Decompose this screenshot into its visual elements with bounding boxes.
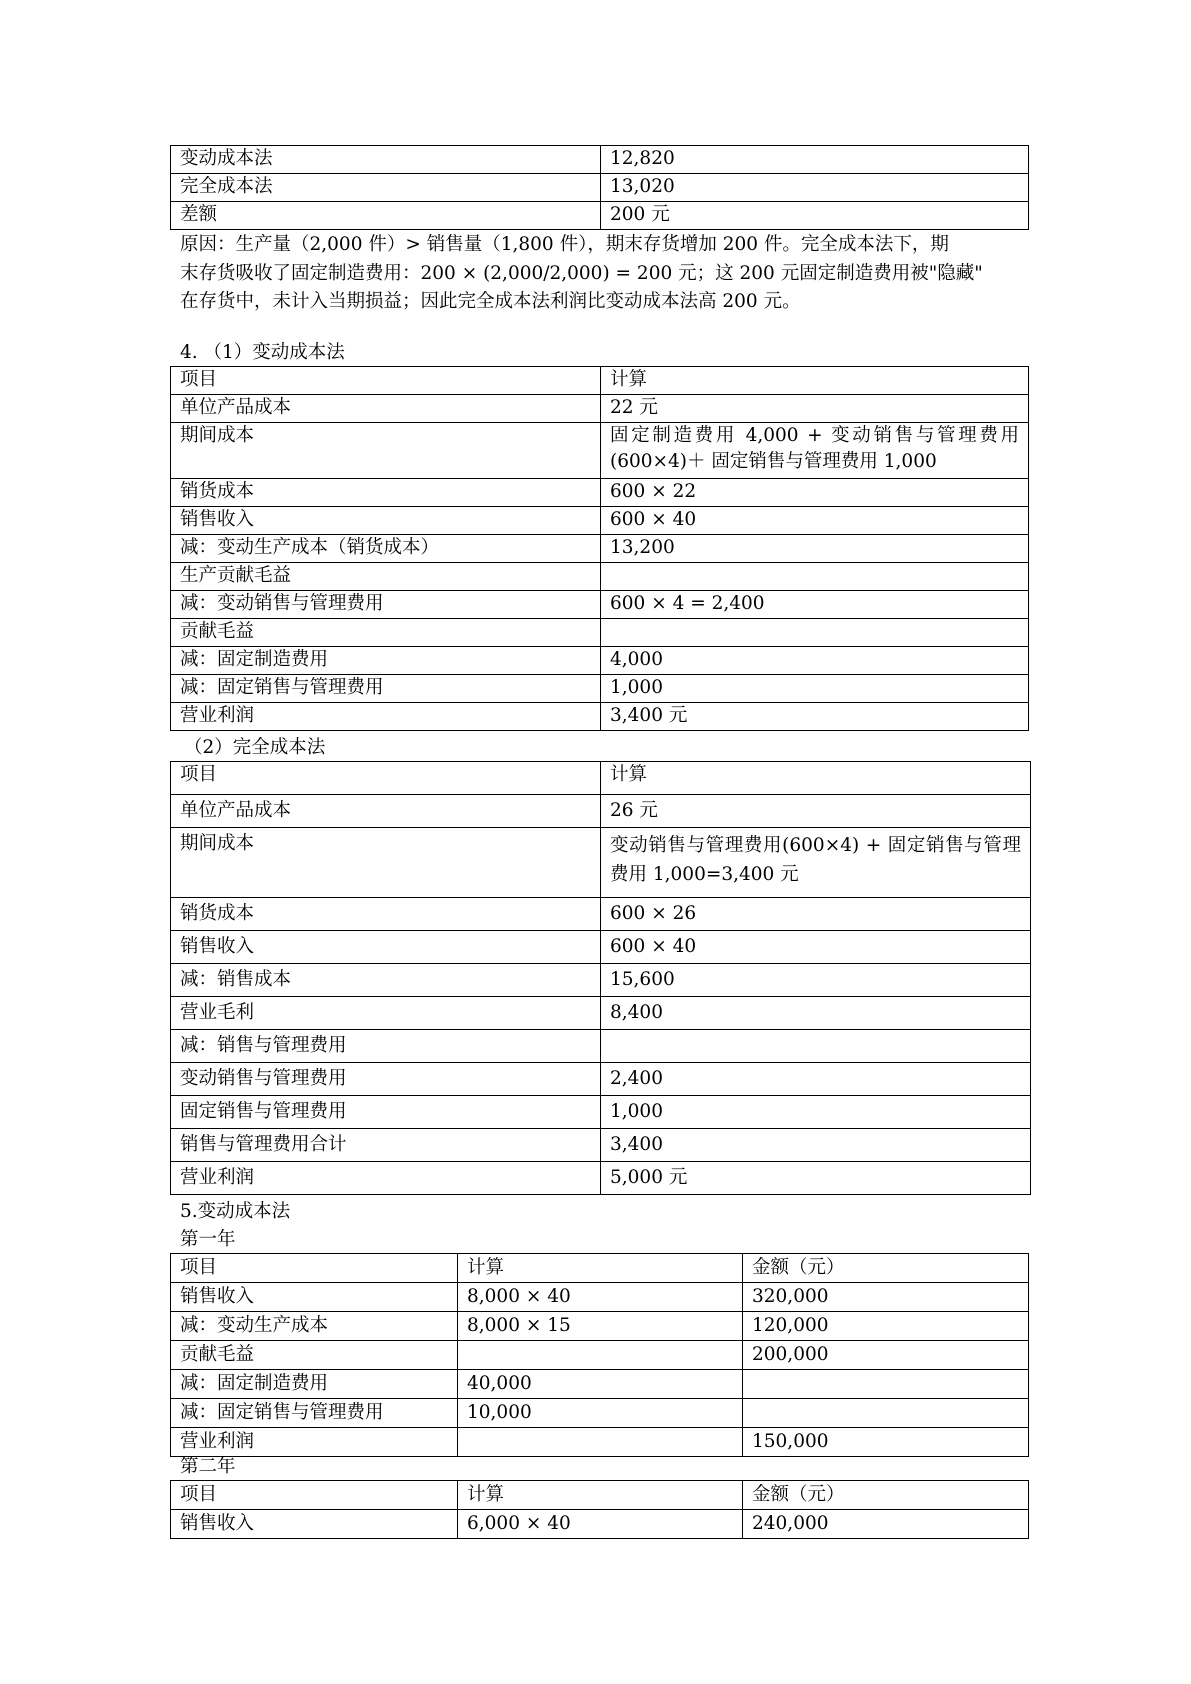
table-cell: 4,000 [601,647,1029,675]
table-cell: 贡献毛益 [171,1341,458,1370]
table-cell: 减：固定制造费用 [171,647,601,675]
table-cell: 150,000 [743,1428,1029,1457]
table-row [171,174,1029,202]
table-row [171,1428,1029,1457]
table-cell [458,1428,743,1457]
table-cell: 项目 [171,1254,458,1283]
table-cell: 变动销售与管理费用 [171,1063,601,1096]
table-cell [601,619,1029,647]
table-row [171,1312,1029,1341]
table-row [171,1283,1029,1312]
table-cell: 期间成本 [171,423,601,479]
table-cell: 计算 [601,762,1031,795]
table-cell: 减：固定销售与管理费用 [171,675,601,703]
table-cell: 计算 [458,1254,743,1283]
table-cell: 5,000 元 [601,1162,1031,1195]
table-cell: 销售收入 [171,1510,458,1539]
table-cell: 13,200 [601,535,1029,563]
table-cell: 15,600 [601,964,1031,997]
table-row [171,997,1031,1030]
table-cell: 减：销售成本 [171,964,601,997]
year1-label: 第一年 [180,1229,236,1250]
table-row [171,507,1029,535]
table-cell: 3,400 元 [601,703,1029,731]
table-cell: 2,400 [601,1063,1031,1096]
table-cell: 项目 [171,762,601,795]
table-cell: 销货成本 [171,898,601,931]
table-cell: 26 元 [601,795,1031,828]
table-cell: 减：变动销售与管理费用 [171,591,601,619]
table-cell: 6,000 × 40 [458,1510,743,1539]
table-cell: 固定销售与管理费用 [171,1096,601,1129]
table-cell: 40,000 [458,1370,743,1399]
year2-variable-costing-table [170,1480,1029,1539]
table-cell: 变动销售与管理费用(600×4) + 固定销售与管理费用 1,000=3,400 元 [601,828,1031,898]
table-row [171,1129,1031,1162]
q5-heading: 5.变动成本法 [180,1201,291,1222]
table-row [171,1162,1031,1195]
table-cell: 减：变动生产成本 [171,1312,458,1341]
table-row [171,367,1029,395]
table-cell: 22 元 [601,395,1029,423]
table-cell: 营业毛利 [171,997,601,1030]
absorption-heading: （2）完全成本法 [184,737,326,758]
table-row [171,1063,1031,1096]
table-row [171,1481,1029,1510]
table-row [171,395,1029,423]
year2-label: 第二年 [180,1456,236,1477]
table-row [171,703,1029,731]
table-cell: 生产贡献毛益 [171,563,601,591]
table-cell: 单位产品成本 [171,795,601,828]
table-row [171,479,1029,507]
table-cell: 金额（元） [743,1254,1029,1283]
table-cell: 计算 [458,1481,743,1510]
table-cell [458,1341,743,1370]
table-row [171,675,1029,703]
table-cell: 减：变动生产成本（销货成本） [171,535,601,563]
year1-variable-costing-table [170,1253,1029,1457]
table-row [171,1030,1031,1063]
table-cell: 减：固定制造费用 [171,1370,458,1399]
table-cell: 减：销售与管理费用 [171,1030,601,1063]
table-cell: 计算 [601,367,1029,395]
reason-line: 末存货吸收了固定制造费用：200 × (2,000/2,000) = 200 元；这 200 元固定制造费用被"隐藏" [180,262,983,284]
table-cell: 期间成本 [171,828,601,898]
reason-line: 原因：生产量（2,000 件）> 销售量（1,800 件），期末存货增加 200 件。完全成本法下，期 [180,234,949,255]
table-row [171,563,1029,591]
table-row [171,423,1029,479]
table-cell: 120,000 [743,1312,1029,1341]
table-row [171,619,1029,647]
table-row [171,1096,1031,1129]
table-cell [601,1030,1031,1063]
table-row [171,1254,1029,1283]
table-cell: 变动成本法 [171,146,601,174]
table-cell: 销售收入 [171,507,601,535]
table-cell [601,563,1029,591]
table-cell: 贡献毛益 [171,619,601,647]
table-row [171,1341,1029,1370]
table-row [171,647,1029,675]
table-cell: 240,000 [743,1510,1029,1539]
table-cell [743,1370,1029,1399]
table-cell: 600 × 40 [601,931,1031,964]
table-row [171,931,1031,964]
reason-paragraph [180,231,1025,317]
table-cell: 12,820 [601,146,1029,174]
table-cell: 减：固定销售与管理费用 [171,1399,458,1428]
table-row [171,762,1031,795]
table-cell: 单位产品成本 [171,395,601,423]
table-cell: 销售收入 [171,931,601,964]
table-row [171,591,1029,619]
table-cell: 600 × 26 [601,898,1031,931]
table-cell: 营业利润 [171,1428,458,1457]
table-cell: 1,000 [601,1096,1031,1129]
table-row [171,202,1029,230]
absorption-costing-table [170,761,1031,1195]
table-cell: 销售与管理费用合计 [171,1129,601,1162]
table-row [171,1399,1029,1428]
table-cell: 销货成本 [171,479,601,507]
table-cell: 完全成本法 [171,174,601,202]
table-row [171,898,1031,931]
table-cell [743,1399,1029,1428]
table-cell: 200,000 [743,1341,1029,1370]
table-row [171,795,1031,828]
table-cell: 固定制造费用 4,000 + 变动销售与管理费用 (600×4)＋ 固定销售与管理费用 1,000 [601,423,1029,479]
table-cell: 10,000 [458,1399,743,1428]
table-cell: 营业利润 [171,703,601,731]
table-cell: 200 元 [601,202,1029,230]
table-row [171,828,1031,898]
reason-line: 在存货中，未计入当期损益；因此完全成本法利润比变动成本法高 200 元。 [180,291,801,312]
table-cell: 金额（元） [743,1481,1029,1510]
table-cell: 600 × 4 = 2,400 [601,591,1029,619]
table-row [171,535,1029,563]
table-cell: 8,000 × 40 [458,1283,743,1312]
table-cell: 320,000 [743,1283,1029,1312]
table-row [171,1370,1029,1399]
table-cell: 600 × 40 [601,507,1029,535]
variable-costing-table [170,366,1029,731]
table-row [171,146,1029,174]
profit-difference-table [170,145,1029,230]
q4-heading: 4. （1）变动成本法 [180,342,345,363]
table-cell: 8,000 × 15 [458,1312,743,1341]
table-cell: 差额 [171,202,601,230]
table-cell: 600 × 22 [601,479,1029,507]
table-row [171,1510,1029,1539]
table-cell: 1,000 [601,675,1029,703]
table-cell: 营业利润 [171,1162,601,1195]
table-cell: 3,400 [601,1129,1031,1162]
table-cell: 销售收入 [171,1283,458,1312]
table-cell: 8,400 [601,997,1031,1030]
table-cell: 项目 [171,367,601,395]
table-cell: 项目 [171,1481,458,1510]
table-row [171,964,1031,997]
table-cell: 13,020 [601,174,1029,202]
